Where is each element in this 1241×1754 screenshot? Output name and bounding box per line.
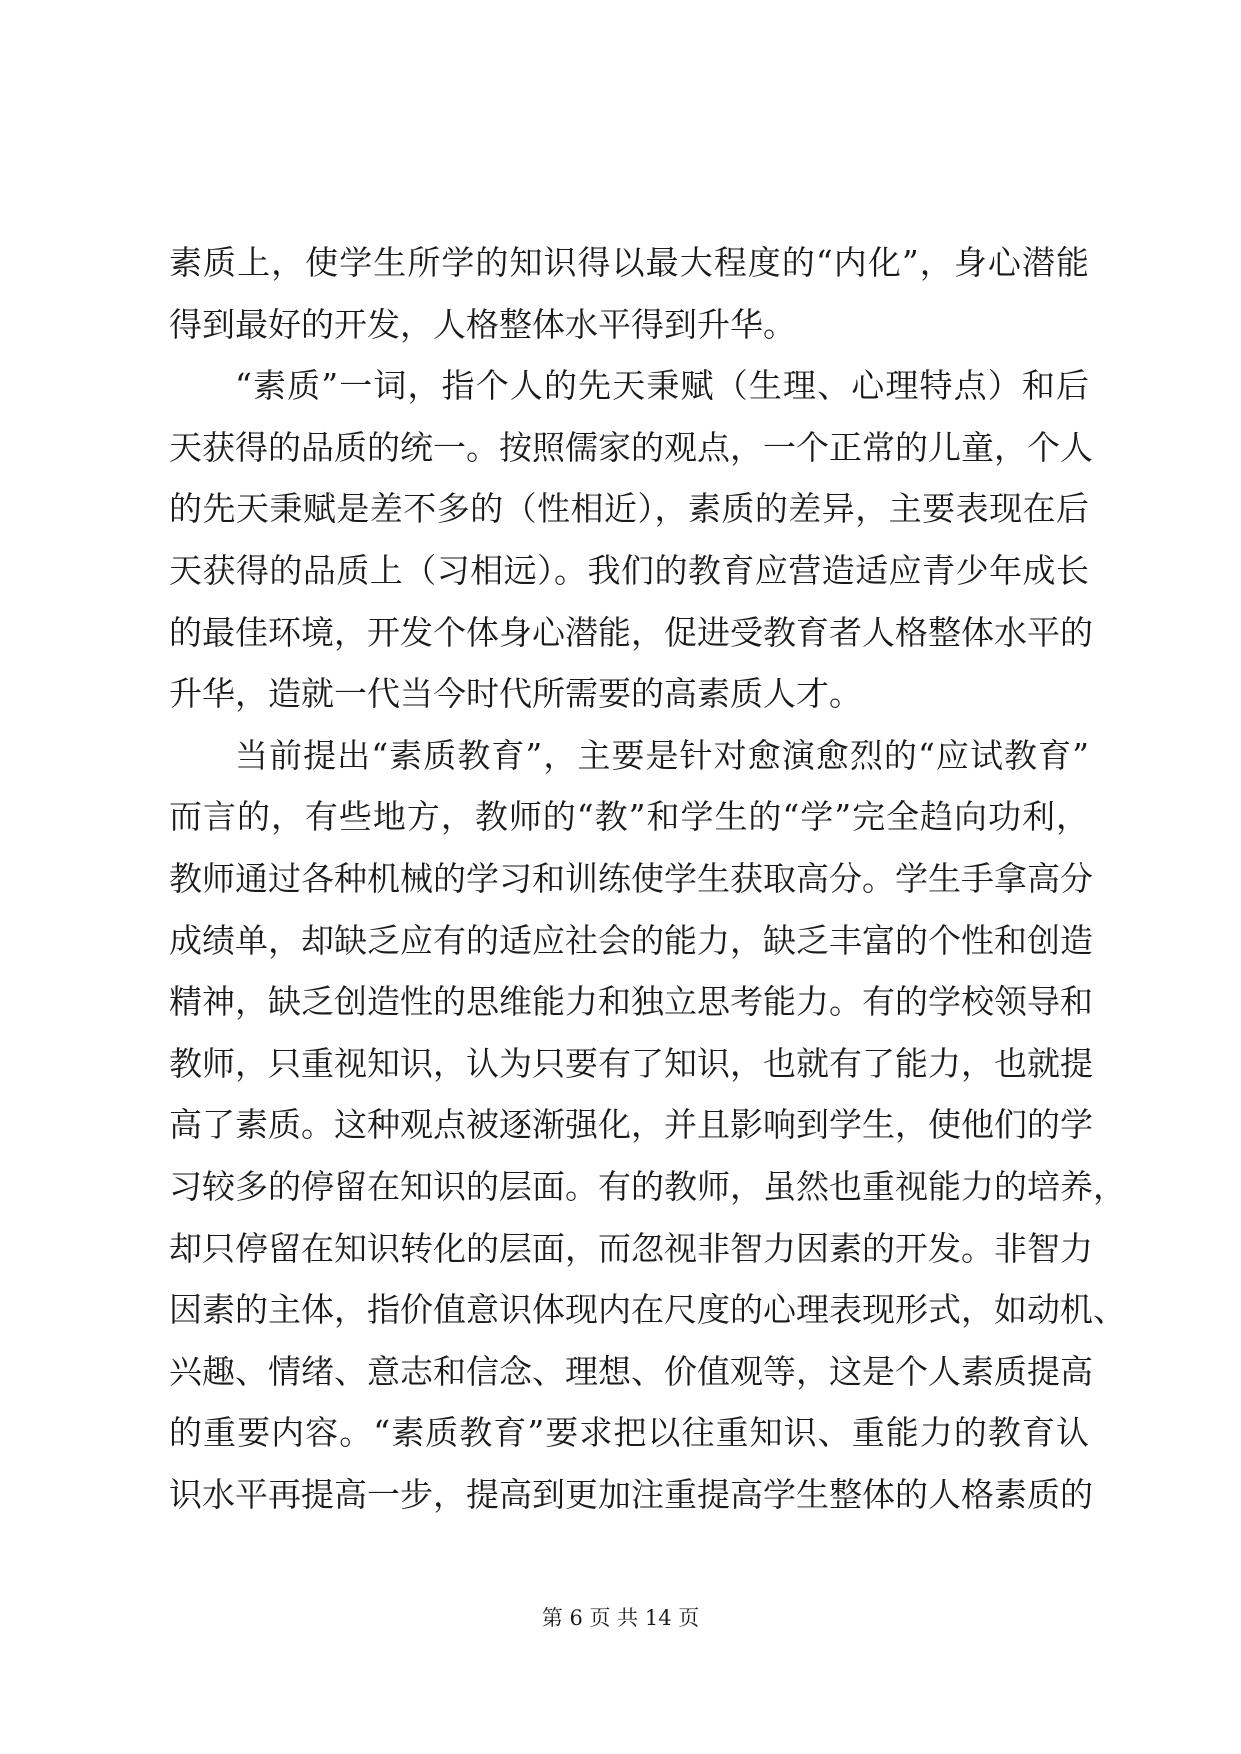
paragraph-start-line: 当前提出“素质教育”，主要是针对愈演愈烈的“应试教育” bbox=[235, 735, 1089, 775]
text-line: 教师，只重视知识，认为只要有了知识，也就有了能力，也就提 bbox=[169, 1043, 1093, 1083]
text-line: 的最佳环境，开发个体身心潜能，促进受教育者人格整体水平的 bbox=[169, 612, 1093, 652]
text-line: 得到最好的开发，人格整体水平得到升华。 bbox=[169, 304, 796, 344]
text-line: 的先天秉赋是差不多的（性相近），素质的差异，主要表现在后 bbox=[169, 489, 1089, 529]
paragraph-start-line: “素质”一词，指个人的先天秉赋（生理、心理特点）和后 bbox=[235, 366, 1089, 406]
page-number-footer: 第 6 页 共 14 页 bbox=[541, 1606, 700, 1630]
text-line: 的重要内容。“素质教育”要求把以往重知识、重能力的教育认 bbox=[169, 1413, 1089, 1453]
text-line: 素质上，使学生所学的知识得以最大程度的“内化”，身心潜能 bbox=[169, 243, 1089, 282]
text-line: 升华，造就一代当今时代所需要的高素质人才。 bbox=[169, 674, 862, 714]
text-line: 却只停留在知识转化的层面，而忽视非智力因素的开发。非智力 bbox=[169, 1228, 1093, 1268]
text-line: 成绩单，却缺乏应有的适应社会的能力，缺乏丰富的个性和创造 bbox=[169, 920, 1093, 960]
text-line: 天获得的品质的统一。按照儒家的观点，一个正常的儿童，个人 bbox=[169, 427, 1093, 467]
text-line: 而言的，有些地方，教师的“教”和学生的“学”完全趋向功利， bbox=[169, 797, 1089, 837]
text-line: 兴趣、情绪、意志和信念、理想、价值观等，这是个人素质提高 bbox=[169, 1351, 1093, 1391]
text-line: 教师通过各种机械的学习和训练使学生获取高分。学生手拿高分 bbox=[169, 858, 1093, 898]
text-line: 识水平再提高一步，提高到更加注重提高学生整体的人格素质的 bbox=[169, 1474, 1093, 1514]
text-line: 习较多的停留在知识的层面。有的教师，虽然也重视能力的培养， bbox=[169, 1166, 1126, 1206]
text-line: 天获得的品质上（习相远）。我们的教育应营造适应青少年成长 bbox=[169, 550, 1089, 590]
text-line: 精神，缺乏创造性的思维能力和独立思考能力。有的学校领导和 bbox=[169, 982, 1093, 1022]
text-line: 因素的主体，指价值意识体现内在尺度的心理表现形式，如动机、 bbox=[169, 1290, 1126, 1330]
text-line: 高了素质。这种观点被逐渐强化，并且影响到学生，使他们的学 bbox=[169, 1105, 1093, 1145]
body-text bbox=[169, 232, 1126, 1525]
